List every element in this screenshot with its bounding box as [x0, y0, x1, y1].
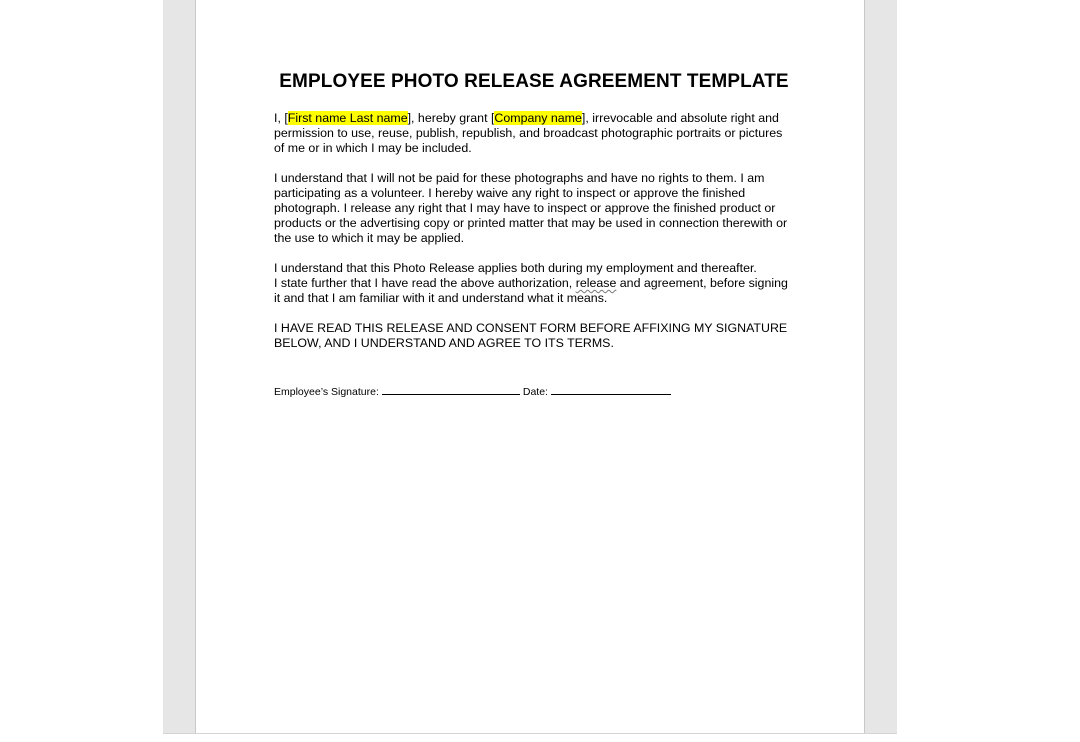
company-placeholder[interactable]: Company name — [494, 111, 582, 125]
document-title: EMPLOYEE PHOTO RELEASE AGREEMENT TEMPLATE — [279, 71, 789, 92]
employment-line: I understand that this Photo Release applies both during my employment and thereafter. — [274, 261, 757, 275]
grant-text-1: I, [ — [274, 111, 288, 125]
spellcheck-flagged-word[interactable]: release — [575, 276, 617, 290]
paragraph-volunteer: I understand that I will not be paid for these photographs and have no rights to them. I am participating as a volunteer. I hereby waive any right to inspect or approve the finished photograph. I release any right that I may have to inspect or approve the finished product or products or the advertising copy or printed matter that may be used in connection therewith or the use to which it may be applied. — [274, 171, 788, 245]
document-page — [195, 0, 865, 733]
grant-text-2: ], hereby grant [ — [407, 111, 495, 125]
signature-row — [274, 385, 794, 398]
document-body — [274, 71, 794, 398]
authorization-text-1: I state further that I have read the above authorization, — [274, 276, 576, 290]
signature-label: Employee’s Signature: — [274, 386, 379, 398]
name-placeholder[interactable]: First name Last name — [287, 111, 408, 125]
paragraph-consent: I HAVE READ THIS RELEASE AND CONSENT FORM BEFORE AFFIXING MY SIGNATURE BELOW, AND I UNDERSTAND AND AGREE TO ITS TERMS. — [274, 321, 788, 350]
paragraph-employment — [274, 261, 794, 306]
document-viewer — [163, 0, 897, 734]
paragraph-grant — [274, 111, 794, 156]
authorization-text-2: and agreement, before signing it and that I am familiar with it and understand what it means. — [274, 276, 788, 305]
date-label: Date: — [522, 386, 548, 398]
signature-blank-line[interactable] — [382, 385, 520, 395]
grant-text-3: ], irrevocable and absolute right and permission to use, reuse, publish, republish, and broadcast photographic portraits or pictures of me or in which I may be included. — [274, 111, 783, 155]
date-blank-line[interactable] — [551, 385, 671, 395]
